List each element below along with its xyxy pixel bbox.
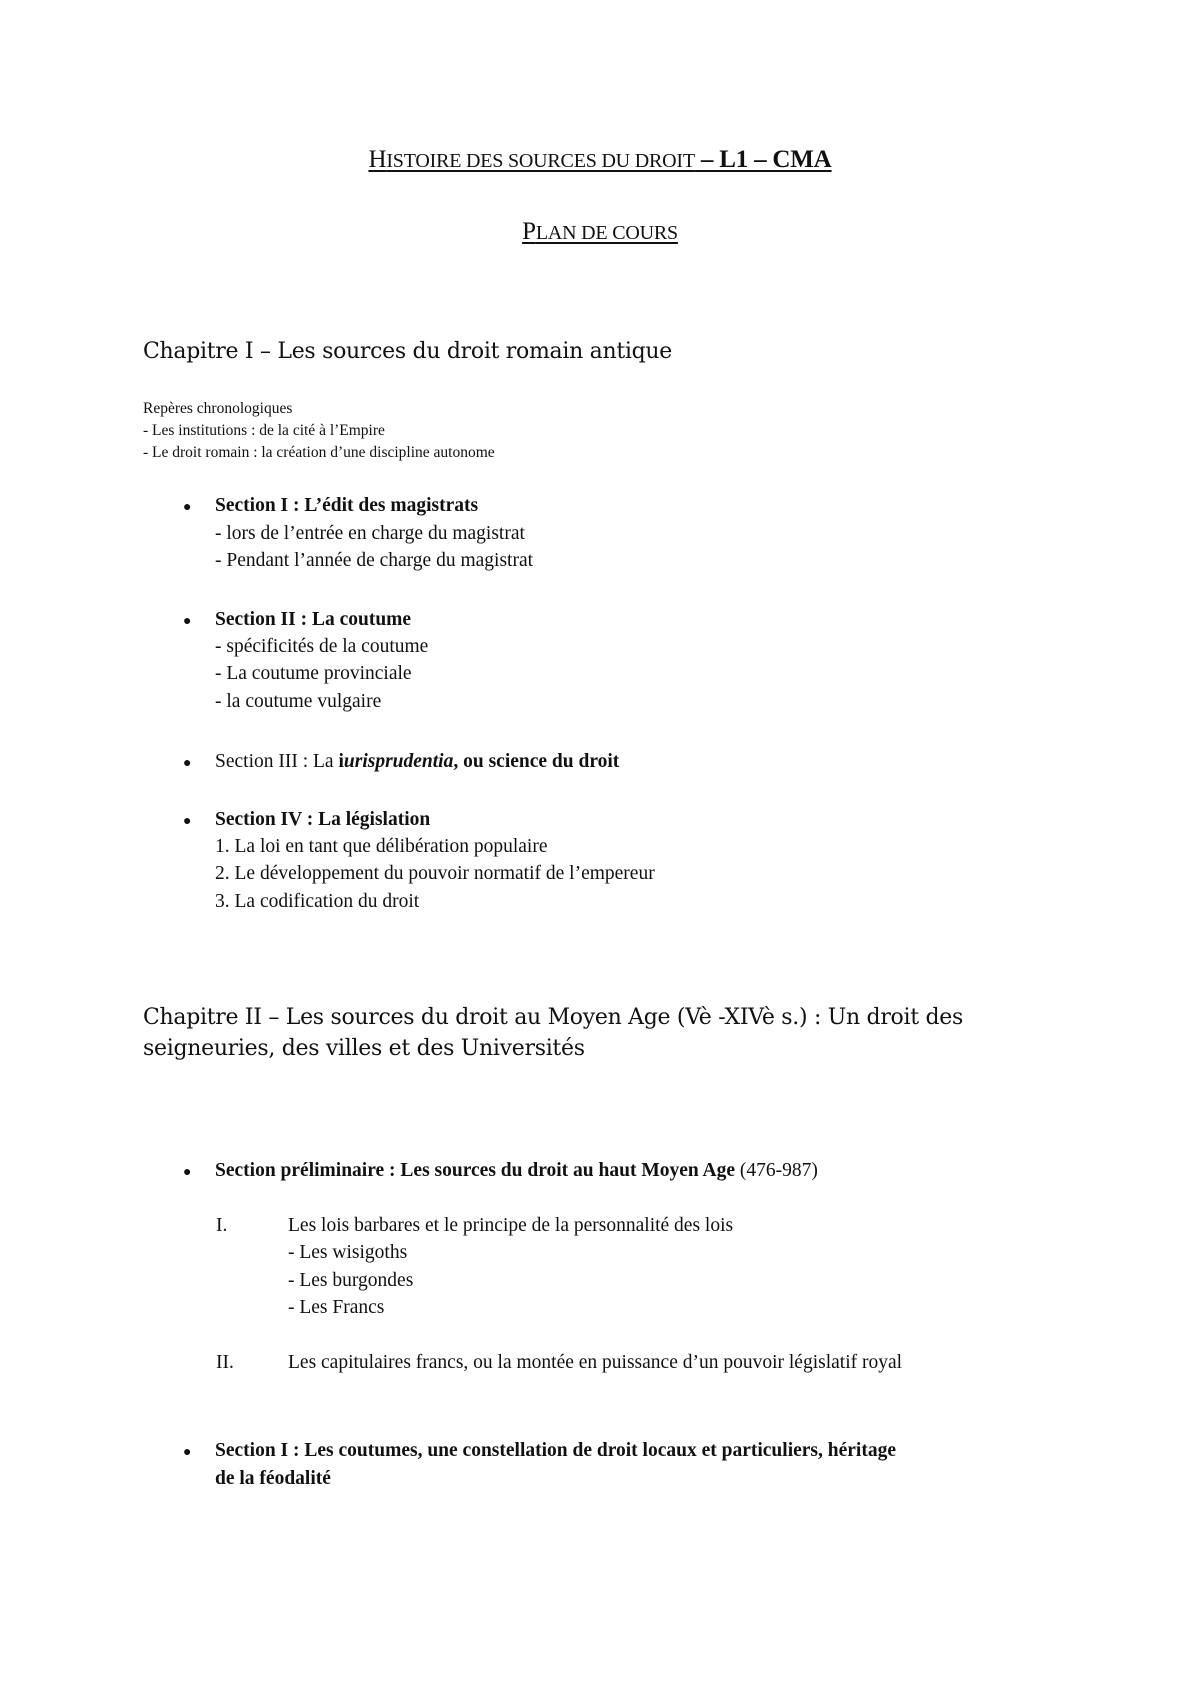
chapter-1-title: Chapitre I – Les sources du droit romain antique bbox=[143, 339, 672, 364]
section-item: - Pendant l’année de charge du magistrat bbox=[215, 550, 534, 571]
section-heading: Section II : La coutume bbox=[215, 609, 412, 630]
chapter-1-intro-line: - Les institutions : de la cité à l’Empire bbox=[143, 422, 385, 439]
section-heading bbox=[215, 1157, 818, 1184]
section-heading-dates: (476-987) bbox=[735, 1160, 818, 1181]
section-heading bbox=[215, 748, 619, 775]
section-item: - spécificités de la coutume bbox=[215, 636, 429, 657]
bullet-icon: ● bbox=[183, 614, 192, 629]
document-title bbox=[0, 146, 1200, 174]
section-heading-prefix: Section III : La bbox=[215, 751, 339, 772]
chapter-1-intro-line: - Le droit romain : la création d’une discipline autonome bbox=[143, 444, 495, 461]
subtitle-initial: P bbox=[522, 218, 536, 245]
section-item: - la coutume vulgaire bbox=[215, 691, 382, 712]
bullet-icon: ● bbox=[183, 1445, 192, 1460]
section-item: 1. La loi en tant que délibération populaire bbox=[215, 836, 548, 857]
section-heading-suffix: , ou science du droit bbox=[453, 751, 620, 772]
section-heading-main: Section préliminaire : Les sources du droit au haut Moyen Age bbox=[215, 1160, 736, 1181]
section-heading: Section I : L’édit des magistrats bbox=[215, 495, 479, 516]
bullet-icon: ● bbox=[183, 1165, 192, 1180]
section-heading: Section IV : La législation bbox=[215, 809, 431, 830]
section-item: - lors de l’entrée en charge du magistrat bbox=[215, 523, 525, 544]
section-item: 2. Le développement du pouvoir normatif de l’empereur bbox=[215, 863, 655, 884]
part-title: Les capitulaires francs, ou la montée en puissance d’un pouvoir législatif royal bbox=[288, 1352, 903, 1373]
section-heading-italic-term: urisprudentia bbox=[343, 751, 454, 772]
bullet-icon: ● bbox=[183, 500, 192, 515]
document-subtitle bbox=[0, 218, 1200, 246]
part-item: - Les burgondes bbox=[288, 1270, 414, 1291]
section-heading-continuation: de la féodalité bbox=[215, 1468, 331, 1489]
bullet-icon: ● bbox=[183, 756, 192, 771]
title-suffix: – L1 – CMA bbox=[694, 146, 832, 173]
part-item: - Les Francs bbox=[288, 1297, 385, 1318]
title-initial: H bbox=[368, 146, 387, 173]
roman-numeral: I. bbox=[216, 1215, 228, 1236]
title-rest: ISTOIRE DES SOURCES DU DROIT bbox=[386, 150, 695, 172]
section-item: - La coutume provinciale bbox=[215, 663, 412, 684]
part-title: Les lois barbares et le principe de la personnalité des lois bbox=[288, 1215, 734, 1236]
bullet-icon: ● bbox=[183, 814, 192, 829]
roman-numeral: II. bbox=[216, 1352, 234, 1373]
subtitle-rest: LAN DE COURS bbox=[535, 222, 678, 244]
chapter-2-title: Chapitre II – Les sources du droit au Moyen Age (Vè -XIVè s.) : Un droit des seigneuries, des villes et des Universités bbox=[143, 1005, 963, 1061]
section-heading: Section I : Les coutumes, une constellation de droit locaux et particuliers, héritage bbox=[215, 1440, 896, 1461]
chapter-1-intro-line: Repères chronologiques bbox=[143, 400, 293, 417]
part-item: - Les wisigoths bbox=[288, 1242, 408, 1263]
section-item: 3. La codification du droit bbox=[215, 891, 420, 912]
section-heading-initial: i bbox=[338, 751, 344, 772]
